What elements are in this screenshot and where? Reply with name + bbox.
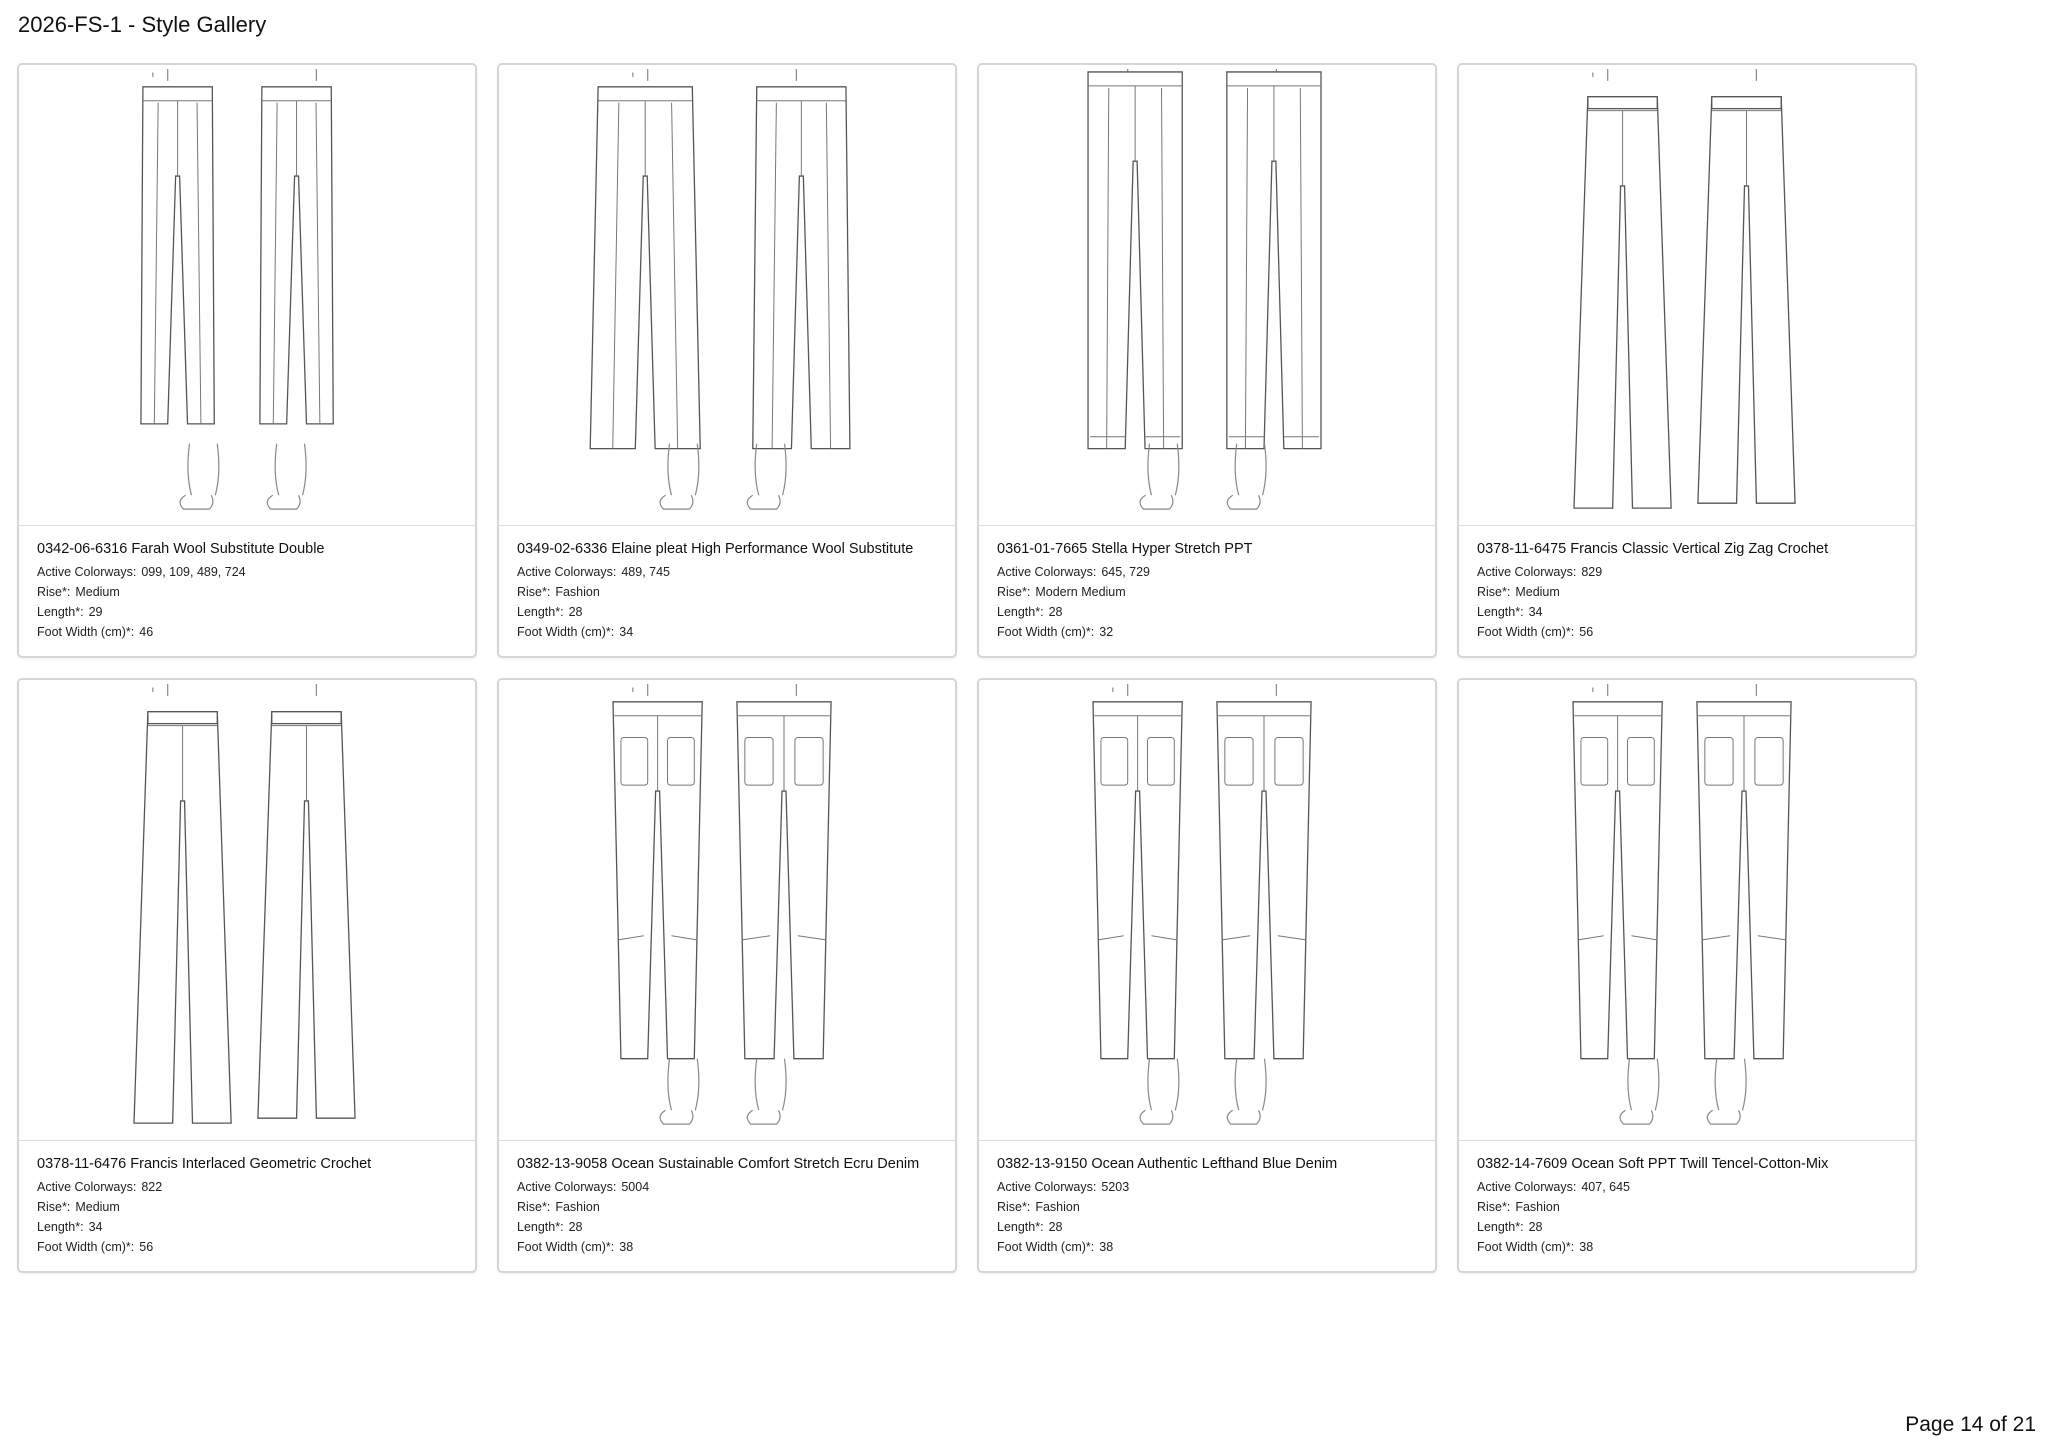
rise-value: Fashion xyxy=(555,1200,600,1214)
colorways-label: Active Colorways: xyxy=(37,565,137,579)
style-sketch[interactable] xyxy=(19,680,475,1141)
colorways-row xyxy=(37,562,467,582)
length-label: Length*: xyxy=(517,605,564,619)
style-info xyxy=(37,541,467,642)
rise-row xyxy=(37,1197,467,1217)
colorways-value: 099, 109, 489, 724 xyxy=(141,565,246,579)
style-sketch[interactable] xyxy=(499,680,955,1141)
colorways-value: 822 xyxy=(141,1180,163,1194)
foot-width-label: Foot Width (cm)*: xyxy=(37,1240,135,1254)
style-info xyxy=(997,541,1427,642)
rise-label: Rise*: xyxy=(1477,1200,1511,1214)
length-label: Length*: xyxy=(517,1220,564,1234)
rise-label: Rise*: xyxy=(37,585,71,599)
rise-label: Rise*: xyxy=(517,585,551,599)
foot-width-row xyxy=(37,622,467,642)
trouser-sketch-icon xyxy=(1459,65,1915,525)
foot-width-label: Foot Width (cm)*: xyxy=(997,625,1095,639)
style-card[interactable] xyxy=(17,678,477,1273)
style-name[interactable]: 0382-13-9150 Ocean Authentic Lefthand Blue Denim xyxy=(997,1156,1338,1172)
colorways-row xyxy=(997,1177,1427,1197)
colorways-value: 407, 645 xyxy=(1581,1180,1631,1194)
foot-width-row xyxy=(1477,622,1907,642)
rise-value: Fashion xyxy=(1035,1200,1080,1214)
length-label: Length*: xyxy=(997,1220,1044,1234)
rise-row xyxy=(1477,1197,1907,1217)
style-info xyxy=(517,541,947,642)
style-info xyxy=(1477,541,1907,642)
style-sketch[interactable] xyxy=(1459,65,1915,526)
foot-width-row xyxy=(517,1237,947,1257)
foot-width-row xyxy=(997,622,1427,642)
length-row xyxy=(1477,1217,1907,1237)
colorways-label: Active Colorways: xyxy=(997,1180,1097,1194)
length-row xyxy=(517,1217,947,1237)
trouser-sketch-icon xyxy=(979,65,1435,525)
foot-width-label: Foot Width (cm)*: xyxy=(517,625,615,639)
style-sketch[interactable] xyxy=(19,65,475,526)
rise-row xyxy=(997,1197,1427,1217)
length-value: 28 xyxy=(1528,1220,1543,1234)
colorways-row xyxy=(997,562,1427,582)
length-label: Length*: xyxy=(37,1220,84,1234)
foot-width-label: Foot Width (cm)*: xyxy=(517,1240,615,1254)
foot-width-label: Foot Width (cm)*: xyxy=(37,625,135,639)
colorways-label: Active Colorways: xyxy=(517,1180,617,1194)
foot-width-value: 38 xyxy=(1099,1240,1114,1254)
style-name[interactable]: 0378-11-6475 Francis Classic Vertical Zig Zag Crochet xyxy=(1477,541,1829,557)
length-label: Length*: xyxy=(1477,605,1524,619)
length-row xyxy=(37,602,467,622)
style-info xyxy=(997,1156,1427,1257)
foot-width-row xyxy=(1477,1237,1907,1257)
length-value: 29 xyxy=(88,605,103,619)
colorways-value: 829 xyxy=(1581,565,1603,579)
colorways-value: 489, 745 xyxy=(621,565,671,579)
style-card[interactable] xyxy=(1457,678,1917,1273)
rise-label: Rise*: xyxy=(517,1200,551,1214)
foot-width-value: 34 xyxy=(619,625,634,639)
colorways-label: Active Colorways: xyxy=(517,565,617,579)
length-row xyxy=(997,602,1427,622)
foot-width-value: 56 xyxy=(139,1240,154,1254)
style-card[interactable] xyxy=(977,63,1437,658)
colorways-value: 5004 xyxy=(621,1180,650,1194)
length-label: Length*: xyxy=(1477,1220,1524,1234)
foot-width-value: 56 xyxy=(1579,625,1594,639)
length-row xyxy=(1477,602,1907,622)
foot-width-label: Foot Width (cm)*: xyxy=(1477,1240,1575,1254)
style-info xyxy=(517,1156,947,1257)
style-card[interactable] xyxy=(1457,63,1917,658)
style-sketch[interactable] xyxy=(1459,680,1915,1141)
style-gallery-grid xyxy=(17,63,1932,1273)
colorways-label: Active Colorways: xyxy=(997,565,1097,579)
rise-row xyxy=(37,582,467,602)
length-row xyxy=(997,1217,1427,1237)
length-row xyxy=(37,1217,467,1237)
rise-row xyxy=(517,582,947,602)
rise-label: Rise*: xyxy=(37,1200,71,1214)
colorways-label: Active Colorways: xyxy=(1477,1180,1577,1194)
trouser-sketch-icon xyxy=(19,680,475,1140)
length-label: Length*: xyxy=(997,605,1044,619)
style-sketch[interactable] xyxy=(979,680,1435,1141)
style-card[interactable] xyxy=(497,678,957,1273)
rise-label: Rise*: xyxy=(1477,585,1511,599)
length-value: 28 xyxy=(568,605,583,619)
colorways-row xyxy=(517,562,947,582)
style-card[interactable] xyxy=(17,63,477,658)
foot-width-row xyxy=(517,622,947,642)
foot-width-value: 46 xyxy=(139,625,154,639)
style-name[interactable]: 0382-14-7609 Ocean Soft PPT Twill Tencel-Cotton-Mix xyxy=(1477,1156,1829,1172)
rise-value: Modern Medium xyxy=(1035,585,1126,599)
colorways-row xyxy=(37,1177,467,1197)
colorways-label: Active Colorways: xyxy=(37,1180,137,1194)
style-sketch[interactable] xyxy=(499,65,955,526)
style-name[interactable]: 0349-02-6336 Elaine pleat High Performance Wool Substitute xyxy=(517,541,914,557)
style-info xyxy=(37,1156,467,1257)
rise-value: Fashion xyxy=(1515,1200,1560,1214)
trouser-sketch-icon xyxy=(499,65,955,525)
length-value: 34 xyxy=(1528,605,1543,619)
colorways-value: 5203 xyxy=(1101,1180,1130,1194)
length-value: 34 xyxy=(88,1220,103,1234)
rise-value: Medium xyxy=(75,585,120,599)
trouser-sketch-icon xyxy=(499,680,955,1140)
style-name[interactable]: 0342-06-6316 Farah Wool Substitute Double xyxy=(37,541,325,557)
length-row xyxy=(517,602,947,622)
length-value: 28 xyxy=(1048,605,1063,619)
style-name[interactable]: 0361-01-7665 Stella Hyper Stretch PPT xyxy=(997,541,1253,557)
foot-width-label: Foot Width (cm)*: xyxy=(1477,625,1575,639)
rise-value: Medium xyxy=(1515,585,1560,599)
rise-value: Fashion xyxy=(555,585,600,599)
page-number: Page 14 of 21 xyxy=(1905,1413,2036,1436)
colorways-label: Active Colorways: xyxy=(1477,565,1577,579)
style-card[interactable] xyxy=(977,678,1437,1273)
length-label: Length*: xyxy=(37,605,84,619)
foot-width-label: Foot Width (cm)*: xyxy=(997,1240,1095,1254)
foot-width-value: 38 xyxy=(1579,1240,1594,1254)
style-sketch[interactable] xyxy=(979,65,1435,526)
foot-width-value: 38 xyxy=(619,1240,634,1254)
colorways-value: 645, 729 xyxy=(1101,565,1151,579)
foot-width-value: 32 xyxy=(1099,625,1114,639)
length-value: 28 xyxy=(1048,1220,1063,1234)
style-name[interactable]: 0378-11-6476 Francis Interlaced Geometric Crochet xyxy=(37,1156,372,1172)
rise-row xyxy=(1477,582,1907,602)
page-title: 2026-FS-1 - Style Gallery xyxy=(18,12,267,37)
colorways-row xyxy=(517,1177,947,1197)
rise-row xyxy=(997,582,1427,602)
trouser-sketch-icon xyxy=(1459,680,1915,1140)
foot-width-row xyxy=(997,1237,1427,1257)
length-value: 28 xyxy=(568,1220,583,1234)
foot-width-row xyxy=(37,1237,467,1257)
style-card[interactable] xyxy=(497,63,957,658)
style-info xyxy=(1477,1156,1907,1257)
colorways-row xyxy=(1477,562,1907,582)
rise-label: Rise*: xyxy=(997,585,1031,599)
style-name[interactable]: 0382-13-9058 Ocean Sustainable Comfort Stretch Ecru Denim xyxy=(517,1156,920,1172)
rise-value: Medium xyxy=(75,1200,120,1214)
trouser-sketch-icon xyxy=(19,65,475,525)
rise-row xyxy=(517,1197,947,1217)
rise-label: Rise*: xyxy=(997,1200,1031,1214)
trouser-sketch-icon xyxy=(979,680,1435,1140)
colorways-row xyxy=(1477,1177,1907,1197)
